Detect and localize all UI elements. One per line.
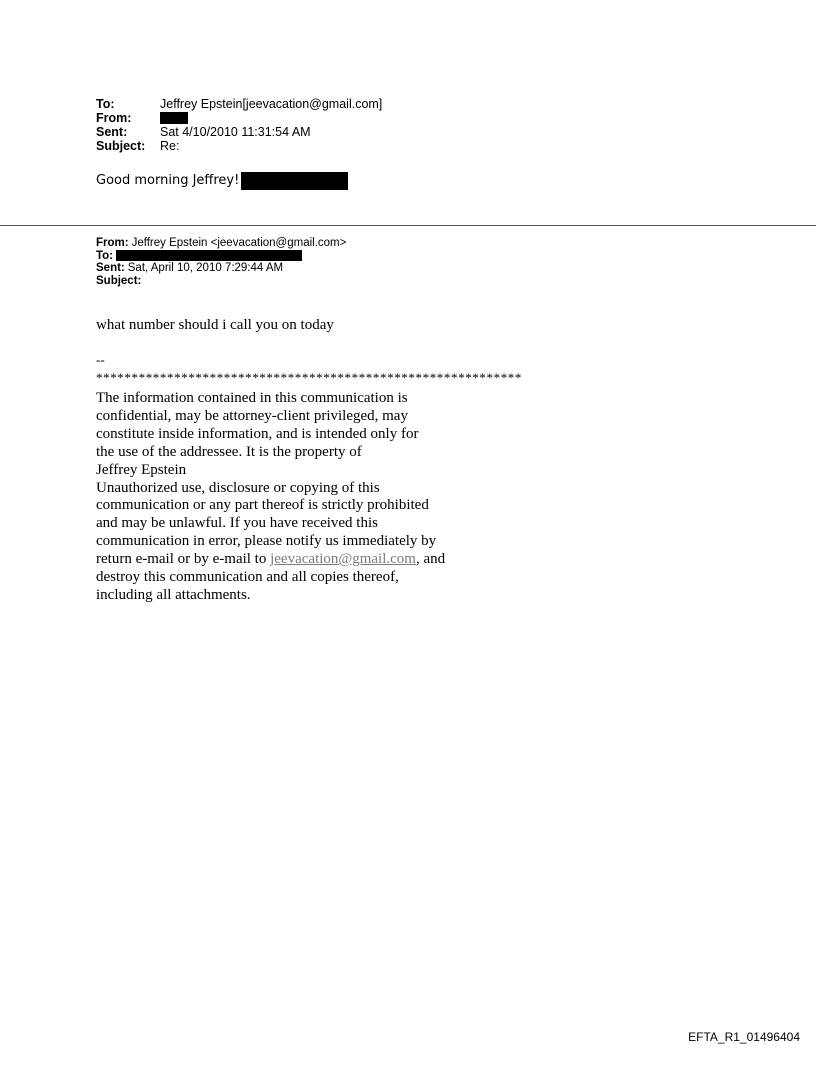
reply-subject-value: Re: [160, 139, 180, 153]
original-to-label: To: [96, 249, 114, 262]
reply-to-label: To: [96, 97, 115, 111]
disclaimer-line: including all attachments. [96, 586, 251, 603]
signature-separator: -- [96, 352, 105, 367]
email-link[interactable]: jeevacation@gmail.com [270, 551, 416, 568]
original-from-label: From: [96, 237, 129, 249]
original-sent-label: Sent: [96, 262, 125, 274]
reply-to-value: Jeffrey Epstein[jeevacation@gmail.com] [160, 97, 383, 111]
disclaimer-line: Jeffrey Epstein [96, 461, 187, 478]
original-from-row [96, 237, 346, 250]
disclaimer-line: confidential, may be attorney-client privileged, may [96, 407, 408, 424]
reply-greeting [96, 172, 348, 190]
disclaimer-line-suffix: , and [415, 551, 446, 568]
document-id: EFTA_R1_01496404 [688, 1030, 800, 1044]
disclaimer-line-prefix: return e-mail or by e-mail to [96, 551, 271, 568]
original-subject-label: Subject: [96, 274, 142, 287]
redaction-block [241, 172, 348, 190]
reply-subject-row [96, 139, 382, 153]
reply-sent-value: Sat 4/10/2010 11:31:54 AM [160, 125, 311, 139]
disclaimer-line: destroy this communication and all copies thereof, [96, 569, 399, 586]
disclaimer-line: communication or any part thereof is strictly prohibited [96, 497, 429, 514]
reply-sent-label: Sent: [96, 125, 128, 139]
reply-email-header [96, 97, 382, 153]
original-to-row [96, 250, 346, 263]
disclaimer-line: The information contained in this communication is [96, 390, 408, 406]
greeting-text: Good morning Jeffrey! [96, 173, 240, 188]
reply-to-row [96, 97, 382, 111]
reply-from-label: From: [96, 111, 132, 125]
disclaimer-line: and may be unlawful. If you have received this [96, 515, 378, 532]
asterisk-separator: ************************************************************ [96, 370, 522, 385]
disclaimer-line: Unauthorized use, disclosure or copying of this [96, 479, 380, 496]
disclaimer-line: communication in error, please notify us immediately by [96, 533, 437, 550]
redaction-block [116, 250, 302, 261]
message-divider [0, 225, 816, 226]
original-sent-value: Sat, April 10, 2010 7:29:44 AM [127, 262, 284, 274]
original-subject-row [96, 275, 346, 288]
disclaimer-line-with-link [96, 551, 445, 569]
reply-sent-row [96, 125, 382, 139]
original-sent-row [96, 262, 346, 275]
original-email-header [96, 237, 346, 287]
redaction-block [160, 112, 188, 124]
original-message-body: what number should i call you on today [96, 317, 334, 333]
original-from-value: Jeffrey Epstein <jeevacation@gmail.com> [131, 237, 347, 249]
disclaimer-line: constitute inside information, and is intended only for [96, 425, 419, 442]
confidentiality-disclaimer [96, 390, 445, 605]
disclaimer-line: the use of the addressee. It is the property of [96, 443, 362, 460]
reply-subject-label: Subject: [96, 139, 146, 153]
reply-from-row [96, 111, 382, 125]
